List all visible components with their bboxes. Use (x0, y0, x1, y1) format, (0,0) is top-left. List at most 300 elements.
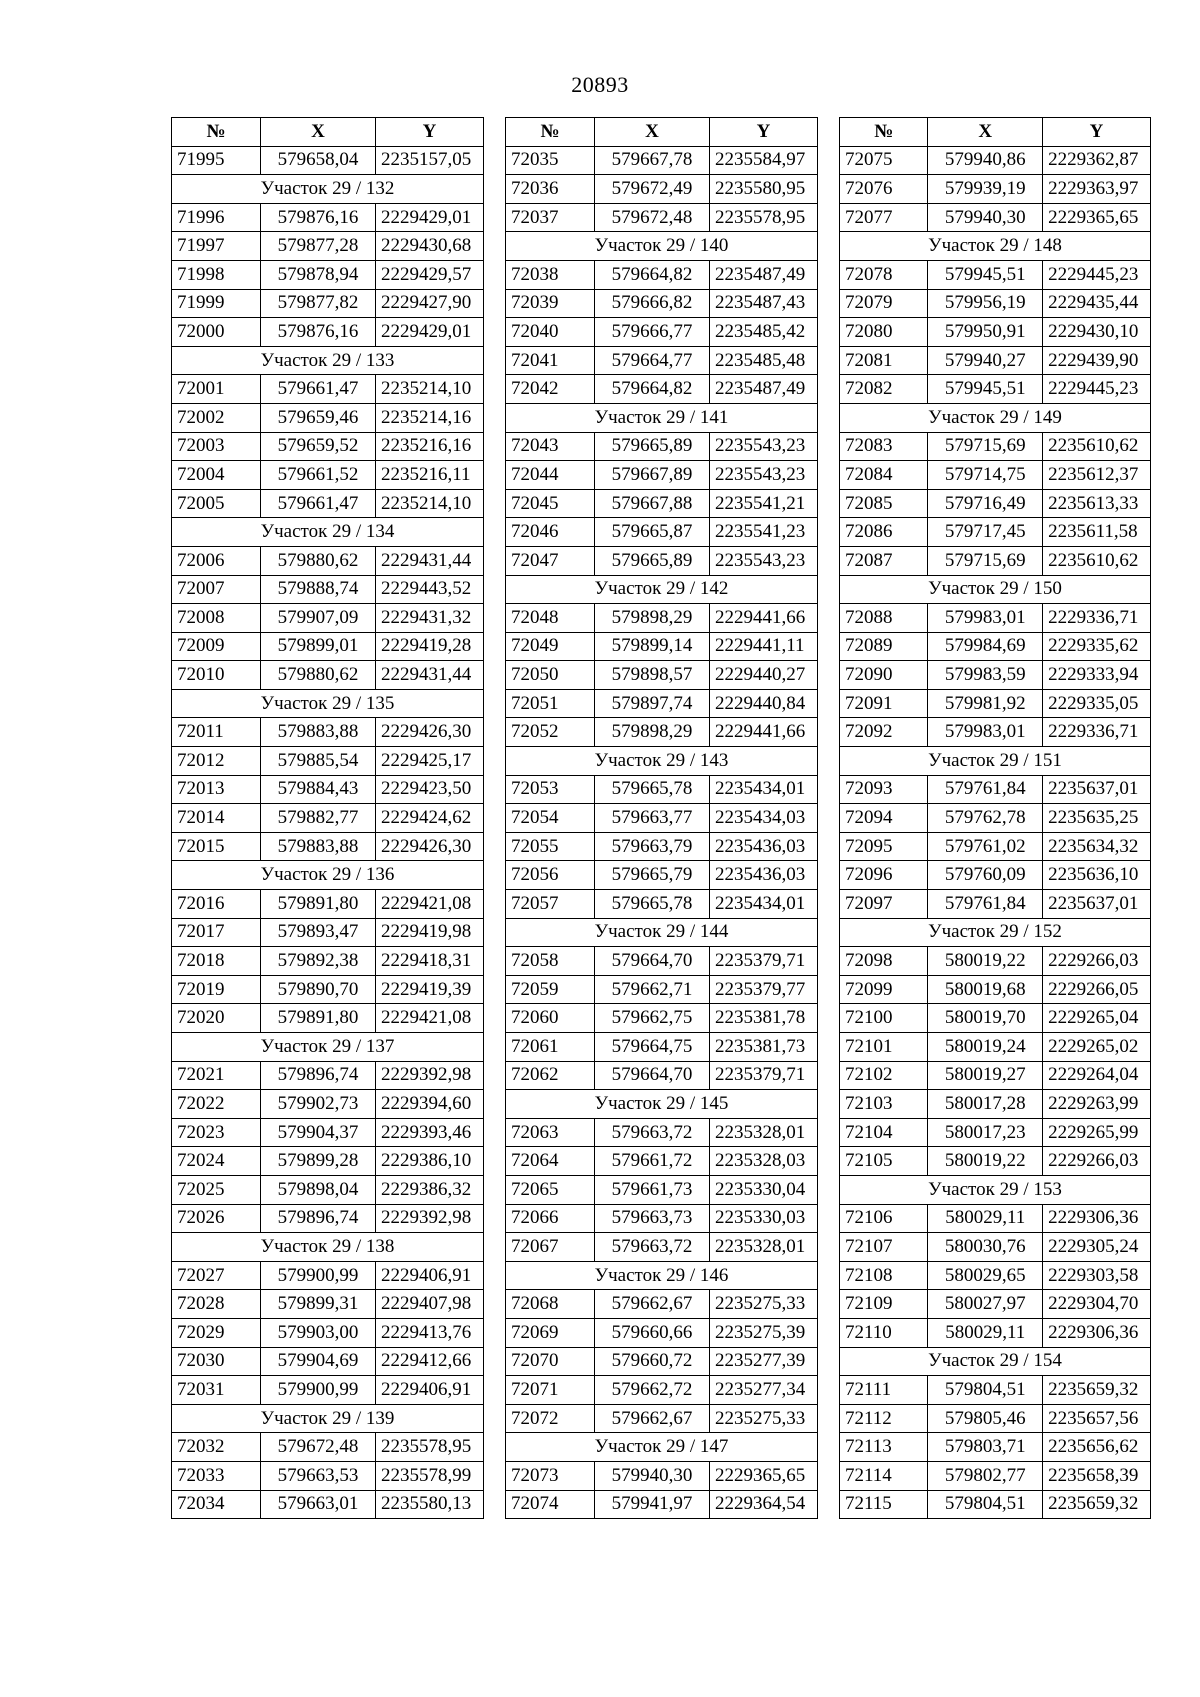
point-number-cell: 72001 (172, 375, 261, 404)
table-row (840, 718, 1151, 747)
table-row (840, 975, 1151, 1004)
point-number-cell: 72103 (840, 1090, 928, 1119)
x-coordinate-cell: 580019,22 (928, 1147, 1043, 1176)
point-number-cell: 72083 (840, 432, 928, 461)
table-row (506, 1204, 818, 1233)
point-number-cell: 72025 (172, 1175, 261, 1204)
section-title: Участок 29 / 134 (172, 518, 484, 547)
y-coordinate-cell: 2235214,16 (376, 403, 484, 432)
y-coordinate-cell: 2229413,76 (376, 1318, 484, 1347)
y-coordinate-cell: 2229419,28 (376, 632, 484, 661)
table-row (506, 375, 818, 404)
x-coordinate-cell: 579890,70 (261, 975, 376, 1004)
point-number-cell: 72033 (172, 1461, 261, 1490)
y-coordinate-cell: 2229421,08 (376, 890, 484, 919)
table-row (172, 890, 484, 919)
table-row (840, 432, 1151, 461)
y-coordinate-cell: 2235610,62 (1043, 432, 1151, 461)
table-row (506, 1461, 818, 1490)
x-coordinate-cell: 580027,97 (928, 1290, 1043, 1319)
table-row (172, 203, 484, 232)
point-number-cell: 72041 (506, 346, 595, 375)
table-row (840, 489, 1151, 518)
table-row (506, 146, 818, 175)
y-coordinate-cell: 2229439,90 (1043, 346, 1151, 375)
x-coordinate-cell: 579667,78 (595, 146, 710, 175)
point-number-cell: 72013 (172, 775, 261, 804)
x-coordinate-cell: 579882,77 (261, 804, 376, 833)
table-header-row (506, 118, 818, 147)
y-coordinate-cell: 2235436,03 (710, 861, 818, 890)
section-row (506, 747, 818, 776)
y-coordinate-cell: 2235580,13 (376, 1490, 484, 1519)
coordinates-table-2 (505, 117, 818, 1519)
point-number-cell: 72016 (172, 890, 261, 919)
x-coordinate-cell: 579762,78 (928, 804, 1043, 833)
point-number-cell: 72057 (506, 890, 595, 919)
x-coordinate-cell: 579663,72 (595, 1118, 710, 1147)
table-row (172, 461, 484, 490)
table-row (840, 375, 1151, 404)
section-title: Участок 29 / 144 (506, 918, 818, 947)
header-y: Y (376, 118, 484, 147)
x-coordinate-cell: 579804,51 (928, 1376, 1043, 1405)
y-coordinate-cell: 2229335,62 (1043, 632, 1151, 661)
x-coordinate-cell: 579896,74 (261, 1061, 376, 1090)
section-title: Участок 29 / 151 (840, 747, 1151, 776)
point-number-cell: 72106 (840, 1204, 928, 1233)
x-coordinate-cell: 579877,82 (261, 289, 376, 318)
x-coordinate-cell: 579761,84 (928, 775, 1043, 804)
table-row (840, 1290, 1151, 1319)
table-row (506, 1376, 818, 1405)
x-coordinate-cell: 579663,01 (261, 1490, 376, 1519)
table-row (840, 203, 1151, 232)
x-coordinate-cell: 579939,19 (928, 175, 1043, 204)
x-coordinate-cell: 579903,00 (261, 1318, 376, 1347)
point-number-cell: 72026 (172, 1204, 261, 1233)
x-coordinate-cell: 579662,75 (595, 1004, 710, 1033)
section-title: Участок 29 / 137 (172, 1033, 484, 1062)
y-coordinate-cell: 2235636,10 (1043, 861, 1151, 890)
table-row (172, 1490, 484, 1519)
table-row (172, 232, 484, 261)
x-coordinate-cell: 579663,72 (595, 1233, 710, 1262)
x-coordinate-cell: 579899,31 (261, 1290, 376, 1319)
x-coordinate-cell: 579761,02 (928, 832, 1043, 861)
header-x: X (261, 118, 376, 147)
table-row (506, 289, 818, 318)
y-coordinate-cell: 2235379,71 (710, 1061, 818, 1090)
table-row (840, 318, 1151, 347)
table-row (840, 289, 1151, 318)
table-row (506, 260, 818, 289)
section-title: Участок 29 / 136 (172, 861, 484, 890)
section-row (840, 575, 1151, 604)
x-coordinate-cell: 579884,43 (261, 775, 376, 804)
y-coordinate-cell: 2229266,03 (1043, 947, 1151, 976)
y-coordinate-cell: 2235634,32 (1043, 832, 1151, 861)
y-coordinate-cell: 2229303,58 (1043, 1261, 1151, 1290)
point-number-cell: 72059 (506, 975, 595, 1004)
point-number-cell: 72030 (172, 1347, 261, 1376)
section-row (172, 1404, 484, 1433)
y-coordinate-cell: 2235379,77 (710, 975, 818, 1004)
table-row (172, 1061, 484, 1090)
x-coordinate-cell: 579661,73 (595, 1175, 710, 1204)
point-number-cell: 72044 (506, 461, 595, 490)
point-number-cell: 72055 (506, 832, 595, 861)
y-coordinate-cell: 2229429,57 (376, 260, 484, 289)
table-row (172, 604, 484, 633)
y-coordinate-cell: 2229426,30 (376, 718, 484, 747)
x-coordinate-cell: 579665,89 (595, 432, 710, 461)
table-row (840, 1490, 1151, 1519)
table-row (172, 146, 484, 175)
point-number-cell: 72099 (840, 975, 928, 1004)
x-coordinate-cell: 579898,57 (595, 661, 710, 690)
point-number-cell: 72104 (840, 1118, 928, 1147)
y-coordinate-cell: 2235659,32 (1043, 1490, 1151, 1519)
x-coordinate-cell: 579900,99 (261, 1376, 376, 1405)
section-title: Участок 29 / 148 (840, 232, 1151, 261)
point-number-cell: 72061 (506, 1033, 595, 1062)
point-number-cell: 72062 (506, 1061, 595, 1090)
x-coordinate-cell: 579661,52 (261, 461, 376, 490)
x-coordinate-cell: 579803,71 (928, 1433, 1043, 1462)
x-coordinate-cell: 579904,69 (261, 1347, 376, 1376)
x-coordinate-cell: 580017,28 (928, 1090, 1043, 1119)
point-number-cell: 72012 (172, 747, 261, 776)
table-row (840, 1004, 1151, 1033)
x-coordinate-cell: 579899,01 (261, 632, 376, 661)
point-number-cell: 72023 (172, 1118, 261, 1147)
y-coordinate-cell: 2229431,44 (376, 546, 484, 575)
y-coordinate-cell: 2235434,03 (710, 804, 818, 833)
point-number-cell: 72060 (506, 1004, 595, 1033)
point-number-cell: 72073 (506, 1461, 595, 1490)
x-coordinate-cell: 580029,11 (928, 1318, 1043, 1347)
point-number-cell: 72066 (506, 1204, 595, 1233)
x-coordinate-cell: 579761,84 (928, 890, 1043, 919)
x-coordinate-cell: 579664,82 (595, 375, 710, 404)
y-coordinate-cell: 2235543,23 (710, 432, 818, 461)
point-number-cell: 72000 (172, 318, 261, 347)
point-number-cell: 72080 (840, 318, 928, 347)
y-coordinate-cell: 2235613,33 (1043, 489, 1151, 518)
table-row (840, 1318, 1151, 1347)
x-coordinate-cell: 579897,74 (595, 689, 710, 718)
point-number-cell: 72009 (172, 632, 261, 661)
y-coordinate-cell: 2229440,84 (710, 689, 818, 718)
point-number-cell: 72090 (840, 661, 928, 690)
x-coordinate-cell: 579666,77 (595, 318, 710, 347)
x-coordinate-cell: 579883,88 (261, 832, 376, 861)
point-number-cell: 72069 (506, 1318, 595, 1347)
table-header-row (172, 118, 484, 147)
y-coordinate-cell: 2229362,87 (1043, 146, 1151, 175)
y-coordinate-cell: 2235330,03 (710, 1204, 818, 1233)
point-number-cell: 72020 (172, 1004, 261, 1033)
point-number-cell: 72110 (840, 1318, 928, 1347)
y-coordinate-cell: 2229445,23 (1043, 260, 1151, 289)
table-row (506, 1004, 818, 1033)
y-coordinate-cell: 2229431,32 (376, 604, 484, 633)
table-row (506, 346, 818, 375)
table-row (506, 975, 818, 1004)
point-number-cell: 72111 (840, 1376, 928, 1405)
y-coordinate-cell: 2229304,70 (1043, 1290, 1151, 1319)
table-row (840, 1261, 1151, 1290)
y-coordinate-cell: 2229441,66 (710, 718, 818, 747)
x-coordinate-cell: 579984,69 (928, 632, 1043, 661)
x-coordinate-cell: 579665,87 (595, 518, 710, 547)
x-coordinate-cell: 579665,78 (595, 890, 710, 919)
point-number-cell: 72064 (506, 1147, 595, 1176)
section-row (172, 1233, 484, 1262)
table-row (840, 775, 1151, 804)
point-number-cell: 72054 (506, 804, 595, 833)
table-row (506, 604, 818, 633)
x-coordinate-cell: 579981,92 (928, 689, 1043, 718)
y-coordinate-cell: 2235330,04 (710, 1175, 818, 1204)
point-number-cell: 72038 (506, 260, 595, 289)
point-number-cell: 72031 (172, 1376, 261, 1405)
table-row (840, 689, 1151, 718)
x-coordinate-cell: 579672,48 (595, 203, 710, 232)
y-coordinate-cell: 2235487,43 (710, 289, 818, 318)
table-row (172, 1118, 484, 1147)
y-coordinate-cell: 2235328,01 (710, 1233, 818, 1262)
x-coordinate-cell: 579892,38 (261, 947, 376, 976)
table-row (506, 1347, 818, 1376)
table-row (172, 718, 484, 747)
point-number-cell: 72102 (840, 1061, 928, 1090)
y-coordinate-cell: 2235635,25 (1043, 804, 1151, 833)
x-coordinate-cell: 580017,23 (928, 1118, 1043, 1147)
y-coordinate-cell: 2235578,99 (376, 1461, 484, 1490)
table-row (506, 461, 818, 490)
point-number-cell: 72070 (506, 1347, 595, 1376)
x-coordinate-cell: 579715,69 (928, 432, 1043, 461)
x-coordinate-cell: 580019,24 (928, 1033, 1043, 1062)
point-number-cell: 72008 (172, 604, 261, 633)
x-coordinate-cell: 579888,74 (261, 575, 376, 604)
point-number-cell: 72105 (840, 1147, 928, 1176)
x-coordinate-cell: 580019,27 (928, 1061, 1043, 1090)
table-row (172, 947, 484, 976)
table-row (506, 1490, 818, 1519)
point-number-cell: 72107 (840, 1233, 928, 1262)
x-coordinate-cell: 579661,47 (261, 489, 376, 518)
point-number-cell: 72098 (840, 947, 928, 976)
section-row (506, 403, 818, 432)
point-number-cell: 72035 (506, 146, 595, 175)
table-row (840, 175, 1151, 204)
y-coordinate-cell: 2229412,66 (376, 1347, 484, 1376)
y-coordinate-cell: 2229418,31 (376, 947, 484, 976)
table-row (172, 1175, 484, 1204)
y-coordinate-cell: 2235487,49 (710, 375, 818, 404)
table-row (172, 318, 484, 347)
table-row (840, 346, 1151, 375)
y-coordinate-cell: 2235214,10 (376, 489, 484, 518)
table-row (172, 1090, 484, 1119)
table-row (840, 804, 1151, 833)
table-row (172, 432, 484, 461)
y-coordinate-cell: 2229426,30 (376, 832, 484, 861)
y-coordinate-cell: 2229336,71 (1043, 604, 1151, 633)
y-coordinate-cell: 2235434,01 (710, 890, 818, 919)
point-number-cell: 72017 (172, 918, 261, 947)
point-number-cell: 72081 (840, 346, 928, 375)
y-coordinate-cell: 2229263,99 (1043, 1090, 1151, 1119)
y-coordinate-cell: 2229306,36 (1043, 1318, 1151, 1347)
table-row (506, 1404, 818, 1433)
x-coordinate-cell: 579667,88 (595, 489, 710, 518)
point-number-cell: 72077 (840, 203, 928, 232)
table-row (172, 775, 484, 804)
table-row (840, 861, 1151, 890)
point-number-cell: 72094 (840, 804, 928, 833)
y-coordinate-cell: 2229364,54 (710, 1490, 818, 1519)
x-coordinate-cell: 579658,04 (261, 146, 376, 175)
table-row (172, 918, 484, 947)
point-number-cell: 72058 (506, 947, 595, 976)
x-coordinate-cell: 579950,91 (928, 318, 1043, 347)
y-coordinate-cell: 2229435,44 (1043, 289, 1151, 318)
y-coordinate-cell: 2229406,91 (376, 1376, 484, 1405)
x-coordinate-cell: 579804,51 (928, 1490, 1043, 1519)
x-coordinate-cell: 579940,86 (928, 146, 1043, 175)
table-row (506, 632, 818, 661)
x-coordinate-cell: 579661,47 (261, 375, 376, 404)
y-coordinate-cell: 2235487,49 (710, 260, 818, 289)
section-row (506, 918, 818, 947)
y-coordinate-cell: 2235275,39 (710, 1318, 818, 1347)
x-coordinate-cell: 579664,77 (595, 346, 710, 375)
y-coordinate-cell: 2235328,01 (710, 1118, 818, 1147)
x-coordinate-cell: 579940,27 (928, 346, 1043, 375)
point-number-cell: 72014 (172, 804, 261, 833)
y-coordinate-cell: 2229441,66 (710, 604, 818, 633)
y-coordinate-cell: 2229335,05 (1043, 689, 1151, 718)
section-row (172, 175, 484, 204)
section-row (840, 403, 1151, 432)
y-coordinate-cell: 2229266,05 (1043, 975, 1151, 1004)
table-row (506, 546, 818, 575)
point-number-cell: 71997 (172, 232, 261, 261)
y-coordinate-cell: 2229386,10 (376, 1147, 484, 1176)
x-coordinate-cell: 579667,89 (595, 461, 710, 490)
section-title: Участок 29 / 142 (506, 575, 818, 604)
y-coordinate-cell: 2229425,17 (376, 747, 484, 776)
point-number-cell: 72101 (840, 1033, 928, 1062)
y-coordinate-cell: 2235578,95 (376, 1433, 484, 1462)
table-row (172, 403, 484, 432)
x-coordinate-cell: 579665,78 (595, 775, 710, 804)
x-coordinate-cell: 579661,72 (595, 1147, 710, 1176)
table-body (172, 146, 484, 1519)
section-row (840, 1175, 1151, 1204)
point-number-cell: 72093 (840, 775, 928, 804)
table-row (506, 175, 818, 204)
y-coordinate-cell: 2235216,11 (376, 461, 484, 490)
section-title: Участок 29 / 149 (840, 403, 1151, 432)
point-number-cell: 72046 (506, 518, 595, 547)
y-coordinate-cell: 2235578,95 (710, 203, 818, 232)
y-coordinate-cell: 2229430,10 (1043, 318, 1151, 347)
y-coordinate-cell: 2229392,98 (376, 1061, 484, 1090)
x-coordinate-cell: 580019,22 (928, 947, 1043, 976)
table-row (506, 1233, 818, 1262)
section-title: Участок 29 / 139 (172, 1404, 484, 1433)
table-row (840, 1233, 1151, 1262)
y-coordinate-cell: 2235637,01 (1043, 890, 1151, 919)
y-coordinate-cell: 2235277,34 (710, 1376, 818, 1405)
point-number-cell: 72050 (506, 661, 595, 690)
x-coordinate-cell: 579672,48 (261, 1433, 376, 1462)
y-coordinate-cell: 2235612,37 (1043, 461, 1151, 490)
section-title: Участок 29 / 150 (840, 575, 1151, 604)
point-number-cell: 72042 (506, 375, 595, 404)
y-coordinate-cell: 2229427,90 (376, 289, 484, 318)
y-coordinate-cell: 2229441,11 (710, 632, 818, 661)
x-coordinate-cell: 579898,04 (261, 1175, 376, 1204)
point-number-cell: 72086 (840, 518, 928, 547)
table-row (172, 260, 484, 289)
x-coordinate-cell: 579883,88 (261, 718, 376, 747)
y-coordinate-cell: 2229419,98 (376, 918, 484, 947)
table-row (840, 546, 1151, 575)
point-number-cell: 72037 (506, 203, 595, 232)
section-row (506, 232, 818, 261)
section-row (506, 1090, 818, 1119)
y-coordinate-cell: 2235541,23 (710, 518, 818, 547)
section-title: Участок 29 / 153 (840, 1175, 1151, 1204)
point-number-cell: 72096 (840, 861, 928, 890)
table-row (506, 775, 818, 804)
section-title: Участок 29 / 132 (172, 175, 484, 204)
point-number-cell: 72065 (506, 1175, 595, 1204)
y-coordinate-cell: 2229394,60 (376, 1090, 484, 1119)
section-row (506, 575, 818, 604)
x-coordinate-cell: 579878,94 (261, 260, 376, 289)
table-row (840, 890, 1151, 919)
y-coordinate-cell: 2229305,24 (1043, 1233, 1151, 1262)
section-title: Участок 29 / 133 (172, 346, 484, 375)
section-title: Участок 29 / 135 (172, 689, 484, 718)
x-coordinate-cell: 579666,82 (595, 289, 710, 318)
y-coordinate-cell: 2235277,39 (710, 1347, 818, 1376)
x-coordinate-cell: 579716,49 (928, 489, 1043, 518)
header-number: № (506, 118, 595, 147)
table-row (506, 1175, 818, 1204)
point-number-cell: 72087 (840, 546, 928, 575)
table-row (840, 461, 1151, 490)
x-coordinate-cell: 579662,67 (595, 1404, 710, 1433)
table-row (506, 1033, 818, 1062)
section-title: Участок 29 / 152 (840, 918, 1151, 947)
coordinates-table-1 (171, 117, 484, 1519)
x-coordinate-cell: 580029,65 (928, 1261, 1043, 1290)
point-number-cell: 72032 (172, 1433, 261, 1462)
y-coordinate-cell: 2229407,98 (376, 1290, 484, 1319)
y-coordinate-cell: 2229333,94 (1043, 661, 1151, 690)
x-coordinate-cell: 579899,14 (595, 632, 710, 661)
y-coordinate-cell: 2235216,16 (376, 432, 484, 461)
table-row (506, 718, 818, 747)
